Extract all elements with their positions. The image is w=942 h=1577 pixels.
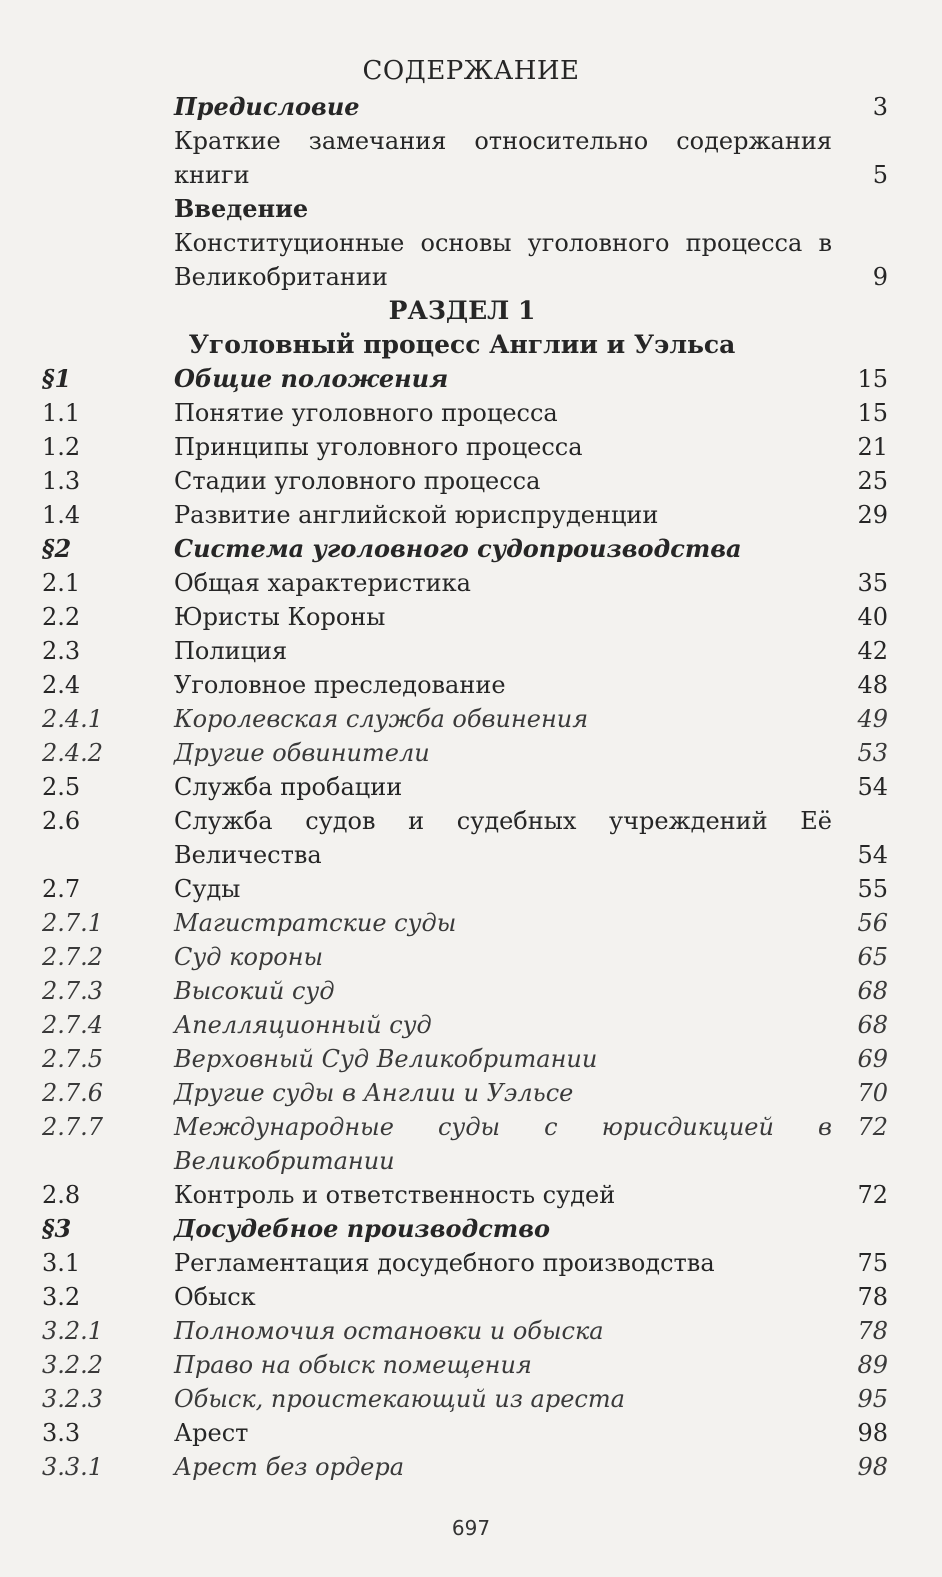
toc-entry-page: 78 <box>857 1283 888 1311</box>
toc-entry-text-line2: Великобритании <box>174 263 388 291</box>
toc-entry <box>36 1110 888 1178</box>
section-name: Уголовный процесс Англии и Уэльса <box>188 330 736 359</box>
toc-entry-number: 2.2 <box>42 603 81 631</box>
toc-entry <box>36 362 888 396</box>
toc-entry <box>36 1042 888 1076</box>
toc-entry-page: 35 <box>857 569 888 597</box>
toc-entry-text: Досудебное производство <box>174 1214 550 1243</box>
toc-entry-number: 3.3.1 <box>42 1453 104 1481</box>
toc-entry-number: 2.7.2 <box>42 943 104 971</box>
toc-entry <box>36 1314 888 1348</box>
toc-entry-text: Арест <box>174 1419 249 1447</box>
toc-entry-page: 21 <box>857 433 888 461</box>
toc-entry <box>36 1246 888 1280</box>
toc-entry-number: 2.4 <box>42 671 81 699</box>
toc-entry-number: 3.2 <box>42 1283 81 1311</box>
toc-entry-page: 9 <box>872 263 888 291</box>
toc-entry-text: Другие суды в Англии и Уэльсе <box>174 1079 574 1107</box>
toc-entry-number: 2.4.1 <box>42 705 104 733</box>
toc-entry-text: Высокий суд <box>174 977 335 1005</box>
toc-entry-text: Регламентация досудебного производства <box>174 1249 715 1277</box>
toc-entry-number: §2 <box>42 534 72 563</box>
toc-entry-text: Обыск, проистекающий из ареста <box>174 1385 625 1413</box>
toc-entry <box>36 634 888 668</box>
toc-entry <box>36 1348 888 1382</box>
page-number: 697 <box>451 1516 491 1540</box>
toc-entry <box>36 1382 888 1416</box>
toc-entry-page: 70 <box>857 1079 888 1107</box>
toc-entry-page: 54 <box>857 773 888 801</box>
toc-entry-page: 53 <box>857 739 888 767</box>
toc-entries <box>36 362 888 1484</box>
toc-entry-number: 2.4.2 <box>42 739 104 767</box>
toc-entry-number: 3.2.1 <box>42 1317 104 1345</box>
toc-entry-page: 95 <box>857 1385 888 1413</box>
toc-entry <box>36 770 888 804</box>
toc-entry-number: 3.2.3 <box>42 1385 104 1413</box>
toc-entry-text: Понятие уголовного процесса <box>174 399 558 427</box>
toc-entry-page: 78 <box>857 1317 888 1345</box>
toc-entry-page: 98 <box>857 1453 888 1481</box>
toc-entry-text: Принципы уголовного процесса <box>174 433 583 461</box>
toc-entry-page: 3 <box>872 93 888 121</box>
toc-entry <box>36 1212 888 1246</box>
toc-entry-number: 2.7.6 <box>42 1079 104 1107</box>
toc-entry-number: 1.3 <box>42 467 81 495</box>
toc-entry-number: 1.2 <box>42 433 81 461</box>
toc-entry-text: Магистратские суды <box>174 909 457 937</box>
toc-entry <box>36 702 888 736</box>
toc-entry <box>36 804 888 872</box>
toc-entry-number: 2.1 <box>42 569 81 597</box>
toc-entry-page: 68 <box>857 1011 888 1039</box>
toc-entry <box>36 1450 888 1484</box>
toc-entry-number: 2.7.5 <box>42 1045 104 1073</box>
toc-entry-number: §1 <box>42 364 72 393</box>
toc-entry <box>36 906 888 940</box>
toc-entry-text: Контроль и ответственность судей <box>174 1181 616 1209</box>
toc-entry <box>36 974 888 1008</box>
toc-entry-text: Уголовное преследование <box>174 671 506 699</box>
toc-entry-text: Юристы Короны <box>174 603 386 631</box>
toc-entry-number: 1.4 <box>42 501 81 529</box>
toc-entry-text-line2: Величества <box>174 841 322 869</box>
toc-entry <box>36 566 888 600</box>
toc-entry-text-line1: Краткие замечания относительно содержания <box>174 127 832 155</box>
toc-entry-text-line2: Великобритании <box>174 1147 395 1175</box>
toc-entry-text-line1: Международные суды с юрисдикцией в <box>174 1113 832 1141</box>
toc-entry <box>36 736 888 770</box>
toc-entry-number: 1.1 <box>42 399 81 427</box>
table-of-contents <box>36 90 888 1484</box>
toc-entry <box>36 498 888 532</box>
toc-entry-page: 49 <box>857 705 888 733</box>
toc-entry-page: 40 <box>857 603 888 631</box>
toc-entry <box>36 396 888 430</box>
toc-entry-page: 42 <box>857 637 888 665</box>
toc-entry-preface <box>36 90 888 124</box>
toc-entry-page: 54 <box>857 841 888 869</box>
toc-entry-text-line2: книги <box>174 161 250 189</box>
toc-entry-text: Верховный Суд Великобритании <box>174 1045 598 1073</box>
toc-entry-number: 2.5 <box>42 773 81 801</box>
toc-entry <box>36 668 888 702</box>
toc-entry-text: Арест без ордера <box>174 1453 405 1481</box>
toc-entry-number: 2.8 <box>42 1181 81 1209</box>
toc-entry-text: Развитие английской юриспруденции <box>174 501 659 529</box>
toc-entry-text: Общая характеристика <box>174 569 471 597</box>
section-label: РАЗДЕЛ 1 <box>388 296 536 325</box>
toc-entry <box>36 464 888 498</box>
toc-entry-page: 68 <box>857 977 888 1005</box>
toc-entry <box>36 1280 888 1314</box>
toc-entry-number: 2.7.1 <box>42 909 104 937</box>
toc-entry-page: 15 <box>857 399 888 427</box>
toc-entry-page: 5 <box>872 161 888 189</box>
toc-entry-text: Служба пробации <box>174 773 403 801</box>
toc-entry <box>36 872 888 906</box>
toc-entry-text: Полиция <box>174 637 288 665</box>
toc-entry-page: 56 <box>857 909 888 937</box>
toc-entry-introduction <box>36 192 888 226</box>
toc-entry-text-line1: Конституционные основы уголовного процесса в <box>174 229 832 257</box>
toc-entry-page: 15 <box>857 365 888 393</box>
toc-entry-page: 29 <box>857 501 888 529</box>
toc-entry <box>36 940 888 974</box>
toc-entry-number: 3.3 <box>42 1419 81 1447</box>
toc-entry-text: Полномочия остановки и обыска <box>174 1317 604 1345</box>
toc-entry-text: Суды <box>174 875 241 903</box>
toc-entry-number: 2.7 <box>42 875 81 903</box>
toc-entry-page: 25 <box>857 467 888 495</box>
toc-entry <box>36 430 888 464</box>
toc-entry-text: Стадии уголовного процесса <box>174 467 541 495</box>
page-title: СОДЕРЖАНИЕ <box>362 56 580 86</box>
toc-entry-number: 3.1 <box>42 1249 81 1277</box>
toc-entry <box>36 532 888 566</box>
toc-entry <box>36 1178 888 1212</box>
toc-entry-text: Предисловие <box>174 92 360 121</box>
toc-entry-page: 72 <box>857 1181 888 1209</box>
toc-entry-page: 75 <box>857 1249 888 1277</box>
toc-entry-text: Апелляционный суд <box>174 1011 432 1039</box>
toc-entry-text: Другие обвинители <box>174 739 430 767</box>
toc-entry-text-line1: Служба судов и судебных учреждений Её <box>174 807 832 835</box>
toc-entry-page: 65 <box>857 943 888 971</box>
toc-entry <box>36 1076 888 1110</box>
toc-entry-page: 89 <box>857 1351 888 1379</box>
toc-entry-text: Суд короны <box>174 943 324 971</box>
toc-entry-text: Королевская служба обвинения <box>174 705 589 733</box>
toc-entry-page: 55 <box>857 875 888 903</box>
toc-entry-number: 2.3 <box>42 637 81 665</box>
toc-entry-text: Обыск <box>174 1283 256 1311</box>
toc-entry-text: Право на обыск помещения <box>174 1351 532 1379</box>
toc-entry-number: 2.7.3 <box>42 977 104 1005</box>
toc-entry-page: 69 <box>857 1045 888 1073</box>
toc-entry-page: 98 <box>857 1419 888 1447</box>
toc-entry <box>36 600 888 634</box>
toc-entry-page: 48 <box>857 671 888 699</box>
toc-entry-number: 2.7.4 <box>42 1011 104 1039</box>
toc-entry <box>36 1416 888 1450</box>
toc-entry-text: Введение <box>174 194 309 223</box>
toc-entry <box>36 1008 888 1042</box>
toc-entry-page: 72 <box>857 1113 888 1141</box>
toc-entry-constitutional <box>36 226 888 294</box>
toc-entry-text: Система уголовного судопроизводства <box>174 534 742 563</box>
toc-entry-text: Общие положения <box>174 364 449 393</box>
toc-entry-notes <box>36 124 888 192</box>
toc-entry-number: 2.7.7 <box>42 1113 104 1141</box>
toc-entry-number: 3.2.2 <box>42 1351 104 1379</box>
toc-entry-number: §3 <box>42 1214 72 1243</box>
toc-entry-number: 2.6 <box>42 807 81 835</box>
